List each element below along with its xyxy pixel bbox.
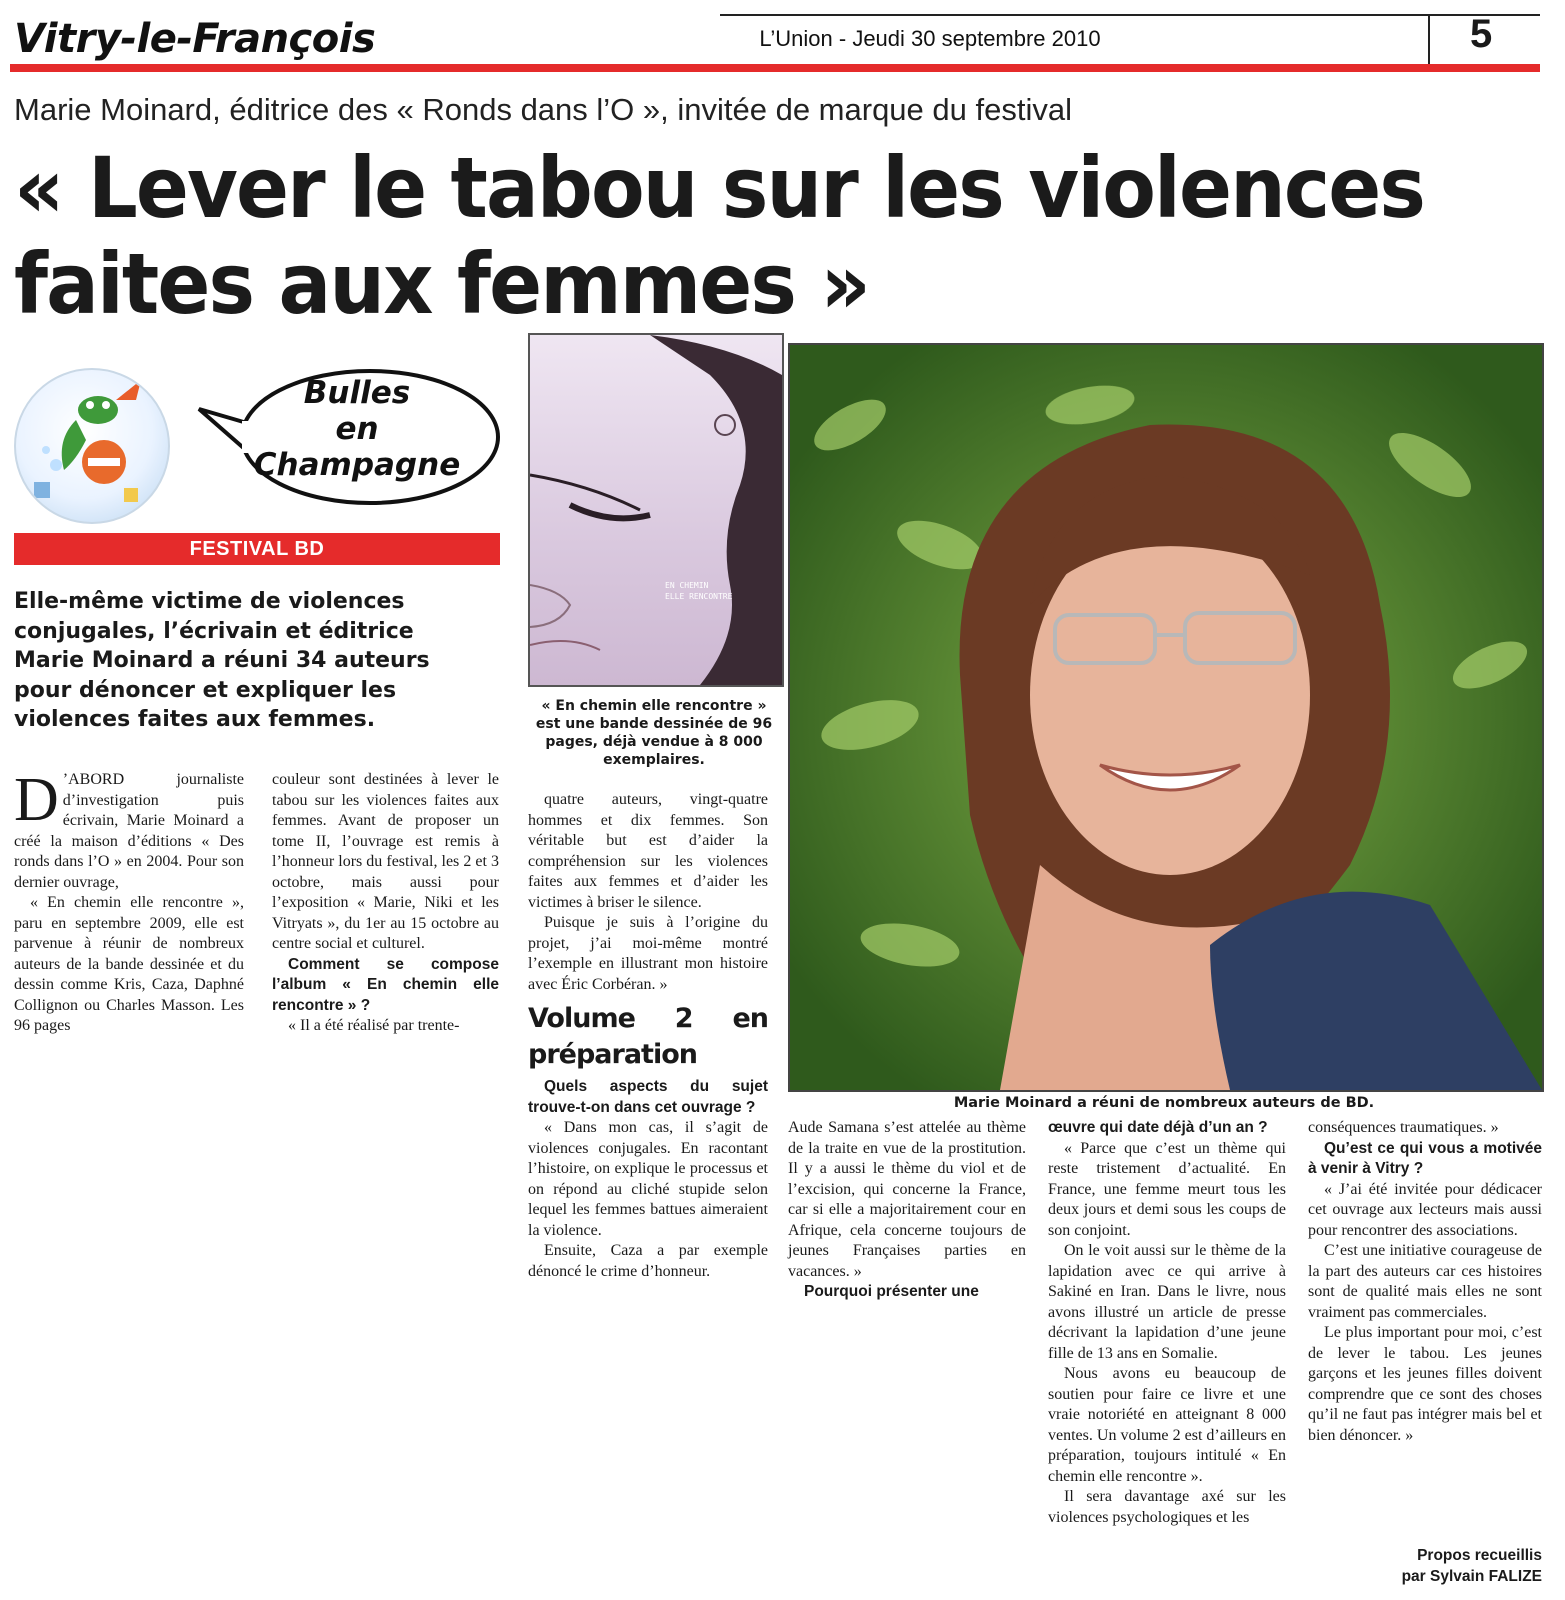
paragraph: « Dans mon cas, il s’agit de violences conjugales. En racontant l’histoire, on explique le processus et on répond au cliché stupide selon lequel les femmes battues aimeraient la violence.: [528, 1119, 768, 1239]
paragraph: Aude Samana s’est attelée au thème de la traite en vue de la prostitution. Il y a aussi le thème du viol et de l’excision, qui concerne la France, car si elle a majoritairement cour en Afrique, cela concerne toujours de jeunes Françaises parties en vacances. »: [788, 1119, 1026, 1280]
paragraph: Ensuite, Caza a par exemple dénoncé le crime d’honneur.: [528, 1242, 768, 1280]
article-column-1: [14, 766, 244, 1037]
paragraph: Il sera davantage axé sur les violences psychologiques et les: [1048, 1488, 1286, 1526]
standfirst: Elle-même victime de violences conjugales, l’écrivain et éditrice Marie Moinard a réuni 34 auteurs pour dénoncer et expliquer les violences faites aux femmes.: [14, 589, 430, 732]
subheading: Volume 2 en préparation: [528, 1003, 768, 1070]
page-number: 5: [1470, 12, 1493, 56]
article-column-2: [272, 770, 499, 1037]
question: Comment se compose l’album « En chemin elle rencontre » ?: [272, 955, 499, 1014]
photo-caption: Marie Moinard a réuni de nombreux auteurs de BD.: [953, 1095, 1375, 1111]
cover-caption: « En chemin elle rencontre » est une bande dessinée de 96 pages, déjà vendue à 8 000 exemplaires.: [535, 698, 773, 768]
headline: « Lever le tabou sur les violences faites aux femmes »: [14, 139, 1425, 333]
paragraph: On le voit aussi sur le thème de la lapidation avec ce qui arrive à Sakiné en Iran. Dans le livre, nous avons illustré un article de presse décrivant la lapidation d’une jeune fille de 13 ans en Somalie.: [1048, 1242, 1286, 1362]
paragraph: Puisque je suis à l’origine du projet, j’ai moi-même montré l’exemple en illustrant mon histoire avec Éric Corbéran. »: [528, 914, 768, 993]
rubric-label: FESTIVAL BD: [14, 533, 500, 565]
kicker: Marie Moinard, éditrice des « Ronds dans l’O », invitée de marque du festival: [14, 92, 1072, 127]
paragraph: ’ABORD journaliste d’investigation puis écrivain, Marie Moinard a créé la maison d’éditions « Des ronds dans l’O » en 2004. Pour son dernier ouvrage,: [14, 771, 244, 891]
paragraph: « Parce que c’est un thème qui reste tristement d’actualité. En France, une femme meurt tous les deux jours et demi sous les coups de son conjoint.: [1048, 1139, 1286, 1239]
drop-cap: D: [14, 766, 59, 834]
section-title: Vitry-le-François: [14, 16, 376, 62]
article-column-6: [1308, 1118, 1542, 1446]
article-column-4: [788, 1118, 1026, 1303]
question: Qu’est ce qui vous a motivée à venir à Vitry ?: [1308, 1139, 1542, 1177]
comic-cover-title: EN CHEMIN ELLE RENCONTRE: [665, 581, 733, 601]
article-column-3: [528, 790, 768, 1282]
byline: Propos recueillis par Sylvain FALIZE: [1401, 1547, 1542, 1585]
paragraph: C’est une initiative courageuse de la part des auteurs car ces histoires sont de qualité mais elles ne sont vraiment pas commerciales.: [1308, 1242, 1542, 1321]
question: œuvre qui date déjà d’un an ?: [1048, 1119, 1268, 1136]
paragraph: « Il a été réalisé par trente-: [288, 1017, 460, 1034]
red-rule: [10, 64, 1540, 72]
paragraph: « J’ai été invitée pour dédicacer cet ouvrage aux lecteurs mais aussi pour rencontrer des associations.: [1308, 1180, 1542, 1239]
page-number-divider: [1428, 14, 1430, 66]
article-column-5: [1048, 1118, 1286, 1528]
question: Quels aspects du sujet trouve-t-on dans cet ouvrage ?: [528, 1078, 768, 1116]
festival-logo: [14, 368, 170, 524]
paragraph: Le plus important pour moi, c’est de lever le tabou. Les jeunes garçons et les jeunes filles doivent comprendre que ce sont des choses qu’il ne faut pas intégrer mais bel et bien dénoncer. »: [1308, 1324, 1542, 1444]
top-rule: [720, 14, 1540, 16]
question: Pourquoi présenter une: [804, 1283, 979, 1300]
paragraph: conséquences traumatiques. »: [1308, 1119, 1499, 1136]
paragraph: quatre auteurs, vingt-quatre hommes et dix femmes. Son véritable but est d’aider la compréhension sur les violences faites aux femmes et d’aider les victimes à briser le silence.: [528, 791, 768, 911]
paragraph: couleur sont destinées à lever le tabou sur les violences faites aux femmes. Avant de proposer un tome II, l’ouvrage est remis à l’honneur lors du festival, les 2 et 3 octobre, mais aussi pour l’exposition « Marie, Niki et les Vitryats », du 1er au 15 octobre au centre social et culturel.: [272, 771, 499, 952]
portrait-photo: [788, 343, 1544, 1092]
dateline: L’Union - Jeudi 30 septembre 2010: [759, 26, 1101, 51]
paragraph: « En chemin elle rencontre », paru en septembre 2009, elle est parvenue à réunir de nombreux auteurs de la bande dessinée et du dessin comme Kris, Caza, Daphné Collignon ou Charles Masson. Les 96 pages: [14, 894, 244, 1034]
festival-name: Bulles en Champagne: [253, 375, 461, 483]
comic-cover-image: [528, 333, 784, 687]
paragraph: Nous avons eu beaucoup de soutien pour faire ce livre et une vraie notoriété en atteignant 8 000 ventes. Un volume 2 est d’ailleurs en préparation, toujours intitulé « En chemin elle rencontre ».: [1048, 1365, 1286, 1485]
